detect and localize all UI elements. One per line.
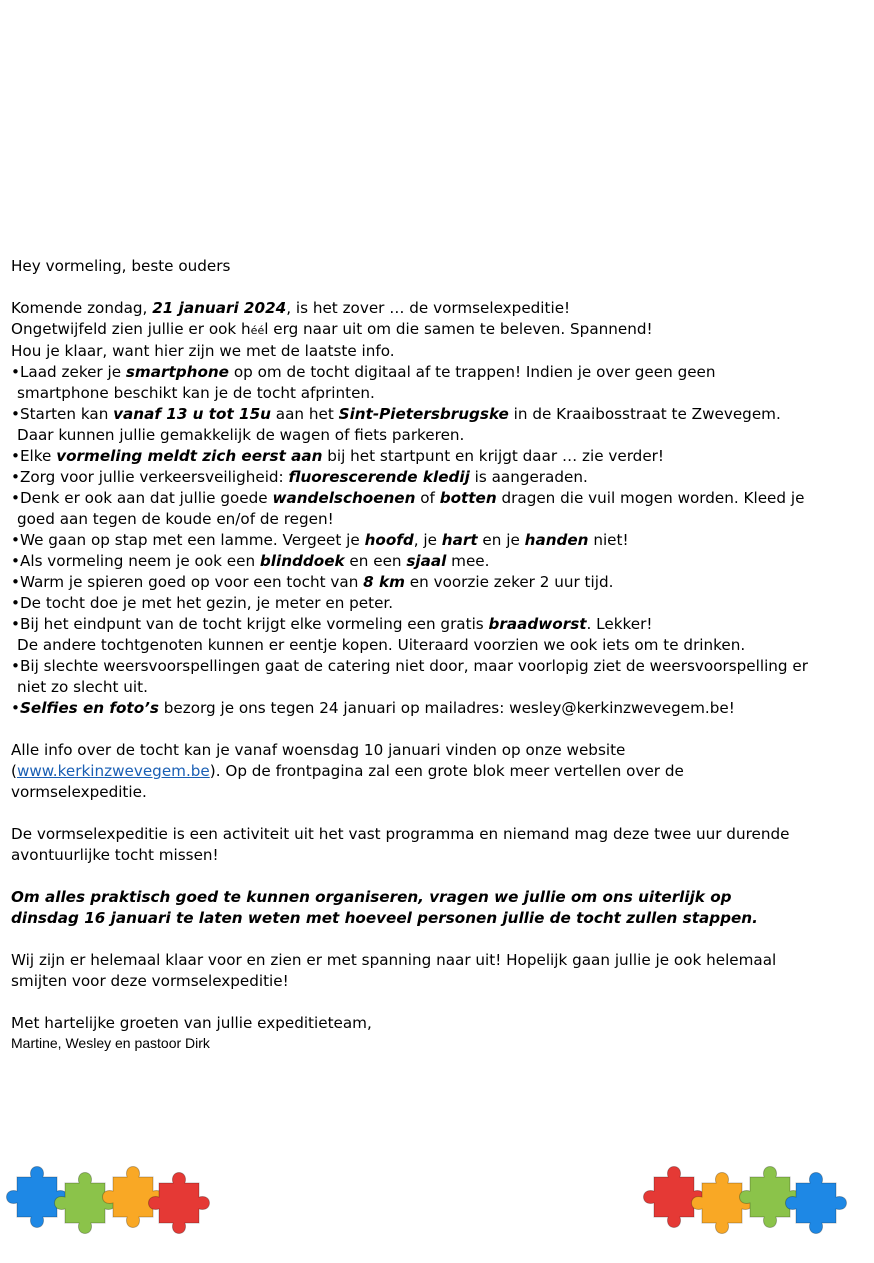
emphasis: Selfies en foto’s (19, 699, 159, 717)
website-line-2 (11, 761, 866, 782)
text-span: , je (413, 531, 442, 549)
text-span: l erg naar uit om die samen te beleven. Spannend! (264, 320, 653, 338)
request-line-1: Om alles praktisch goed te kunnen organiseren, vragen we jullie om ons uiterlijk op (11, 888, 732, 906)
text-span: ( (11, 762, 17, 780)
text-span: bezorg je ons tegen 24 januari op mailadres: wesley@kerkinzwevegem.be! (158, 699, 735, 717)
text-span: . Lekker! (586, 615, 653, 633)
emphasis: 8 km (363, 573, 405, 591)
bullet-family: •De tocht doe je met het gezin, je meter en peter. (11, 594, 394, 612)
signoff-names: Martine, Wesley en pastoor Dirk (11, 1035, 210, 1051)
text-span: , is het zover … de vormselexpeditie! (286, 299, 571, 317)
bullet-start (11, 404, 866, 425)
emphasis: sjaal (406, 552, 447, 570)
text-span: ). Op de frontpagina zal een grote blok meer vertellen over de (209, 762, 684, 780)
bullet-blindfold (11, 551, 866, 572)
bullet-selfies (11, 698, 866, 719)
bullet-shoes (11, 488, 866, 509)
spacer (11, 277, 866, 298)
bullet-weather: •Bij slechte weersvoorspellingen gaat de catering niet door, maar voorlopig ziet de weersvoorspelling er (11, 657, 808, 675)
letter-body (11, 256, 866, 1052)
text-span: •We gaan op stap met een lamme. Vergeet je (11, 531, 365, 549)
text-span: dragen die vuil mogen worden. Kleed je (496, 489, 805, 507)
emphasis: braadworst (488, 615, 587, 633)
text-span: in de Kraaibosstraat te Zwevegem. (508, 405, 781, 423)
puzzle-pieces-left-icon (5, 1155, 215, 1250)
text-span: •Warm je spieren goed op voor een tocht van (11, 573, 364, 591)
website-link[interactable]: www.kerkinzwevegem.be (16, 762, 210, 780)
bullet-sausage (11, 614, 866, 635)
intro-line-1 (11, 298, 866, 319)
bullet-start-cont: Daar kunnen jullie gemakkelijk de wagen of fiets parkeren. (17, 426, 465, 444)
text-span: bij het startpunt en krijgt daar … zie verder! (322, 447, 665, 465)
text-span: Ongetwijfeld zien jullie er ook h (11, 320, 251, 338)
bullet-distance (11, 572, 866, 593)
emphasis: blinddoek (259, 552, 345, 570)
intro-line-2 (11, 319, 866, 341)
signoff-greeting: Met hartelijke groeten van jullie expeditieteam, (11, 1014, 372, 1032)
emphasis: botten (439, 489, 497, 507)
text-span: op om de tocht digitaal af te trappen! Indien je over geen geen (229, 363, 716, 381)
bullet-lamme (11, 530, 866, 551)
text-span: Komende zondag, (11, 299, 153, 317)
emphasis: hart (441, 531, 478, 549)
small-text-span: éé (250, 324, 265, 337)
puzzle-pieces-right-icon (642, 1155, 852, 1250)
intro-line-3: Hou je klaar, want hier zijn we met de laatste info. (11, 342, 395, 360)
puzzle-piece (786, 1173, 847, 1234)
spacer (11, 719, 866, 740)
text-span: •Starten kan (11, 405, 114, 423)
emphasis: Sint-Pietersbrugske (338, 405, 509, 423)
emphasis: fluorescerende kledij (288, 468, 470, 486)
text-span: •Bij het eindpunt van de tocht krijgt elke vormeling een gratis (11, 615, 489, 633)
bullet-shoes-cont: goed aan tegen de koude en/of de regen! (17, 510, 334, 528)
text-span: • (11, 699, 20, 717)
closing-line-1: Wij zijn er helemaal klaar voor en zien er met spanning naar uit! Hopelijk gaan jullie je ook helemaal (11, 951, 777, 969)
emphasis: hoofd (364, 531, 414, 549)
emphasis: wandelschoenen (272, 489, 416, 507)
bullet-weather-cont: niet zo slecht uit. (17, 678, 148, 696)
text-span: •Als vormeling neem je ook een (11, 552, 260, 570)
text-span: •Elke (11, 447, 57, 465)
emphasis: vormeling meldt zich eerst aan (56, 447, 323, 465)
bullet-safety (11, 467, 866, 488)
text-span: •Zorg voor jullie verkeersveiligheid: (11, 468, 289, 486)
bullet-register (11, 446, 866, 467)
text-span: niet! (588, 531, 629, 549)
greeting: Hey vormeling, beste ouders (11, 257, 231, 275)
text-span: aan het (270, 405, 339, 423)
spacer (11, 929, 866, 950)
program-line-2: avontuurlijke tocht missen! (11, 846, 219, 864)
spacer (11, 866, 866, 887)
website-line-3: vormselexpeditie. (11, 783, 147, 801)
bullet-smartphone (11, 362, 866, 383)
date-highlight: 21 januari 2024 (152, 299, 287, 317)
text-span: en voorzie zeker 2 uur tijd. (404, 573, 614, 591)
text-span: of (415, 489, 440, 507)
text-span: is aangeraden. (469, 468, 588, 486)
text-span: •Laad zeker je (11, 363, 126, 381)
closing-line-2: smijten voor deze vormselexpeditie! (11, 972, 289, 990)
emphasis: smartphone (125, 363, 229, 381)
spacer (11, 803, 866, 824)
text-span: mee. (446, 552, 490, 570)
emphasis: vanaf 13 u tot 15u (113, 405, 271, 423)
text-span: •Denk er ook aan dat jullie goede (11, 489, 273, 507)
emphasis: handen (524, 531, 589, 549)
spacer (11, 992, 866, 1013)
website-line-1: Alle info over de tocht kan je vanaf woensdag 10 januari vinden op onze website (11, 741, 626, 759)
puzzle-piece (149, 1173, 210, 1234)
text-span: en je (477, 531, 525, 549)
bullet-sausage-cont: De andere tochtgenoten kunnen er eentje kopen. Uiteraard voorzien we ook iets om te drinken. (17, 636, 746, 654)
bullet-smartphone-cont: smartphone beschikt kan je de tocht afprinten. (17, 384, 375, 402)
text-span: en een (344, 552, 407, 570)
request-line-2: dinsdag 16 januari te laten weten met hoeveel personen jullie de tocht zullen stappen. (11, 909, 758, 927)
program-line-1: De vormselexpeditie is een activiteit uit het vast programma en niemand mag deze twee uur durende (11, 825, 790, 843)
